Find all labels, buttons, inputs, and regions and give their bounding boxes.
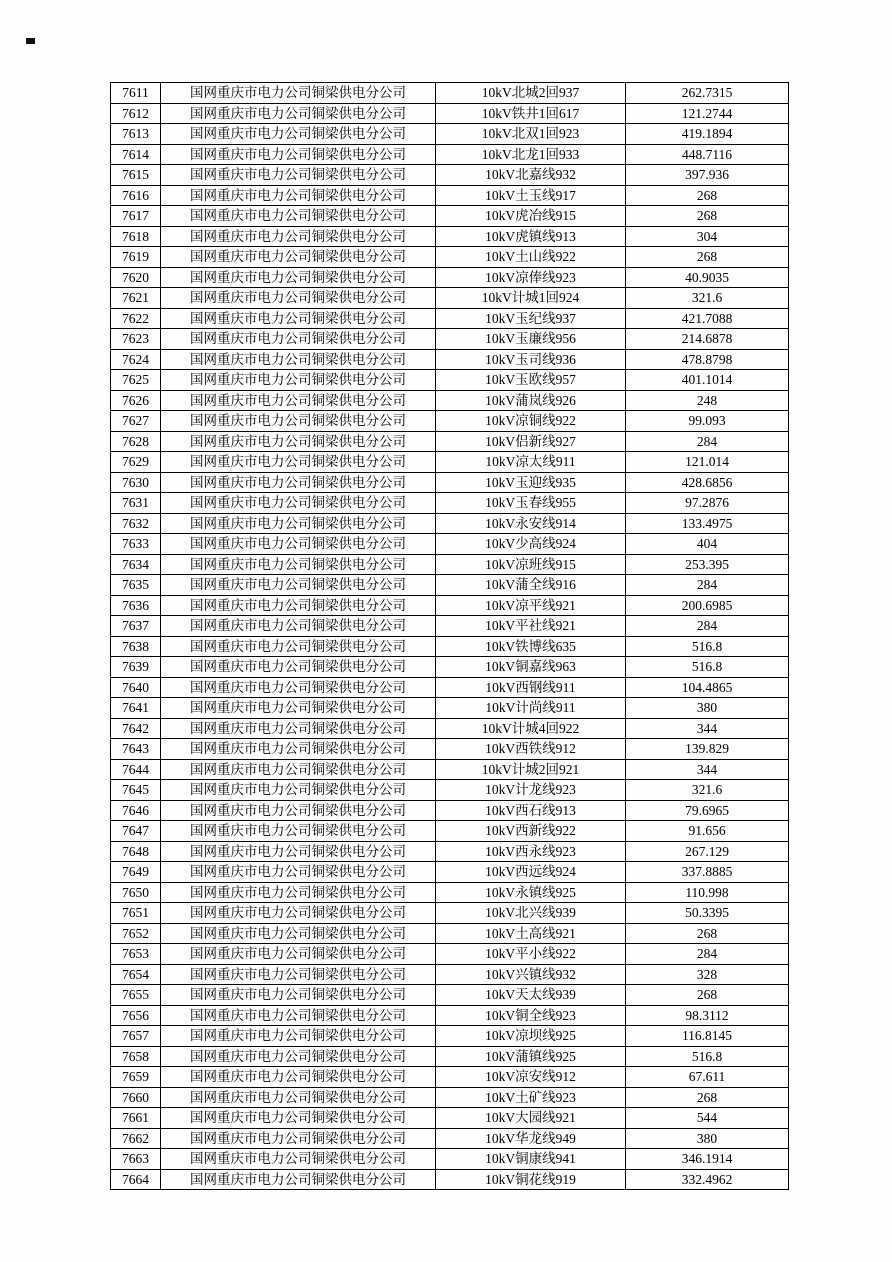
value-cell: 214.6878: [626, 329, 789, 350]
company-cell: 国网重庆市电力公司铜梁供电分公司: [161, 882, 436, 903]
value-cell: 268: [626, 185, 789, 206]
line-name-cell: 10kV玉廉线956: [436, 329, 626, 350]
company-cell: 国网重庆市电力公司铜梁供电分公司: [161, 411, 436, 432]
line-name-cell: 10kV平社线921: [436, 616, 626, 637]
value-cell: 428.6856: [626, 472, 789, 493]
company-cell: 国网重庆市电力公司铜梁供电分公司: [161, 452, 436, 473]
table-row: [111, 411, 789, 432]
row-id-cell: 7664: [111, 1169, 161, 1190]
value-cell: 99.093: [626, 411, 789, 432]
line-name-cell: 10kV北龙1回933: [436, 144, 626, 165]
row-id-cell: 7626: [111, 390, 161, 411]
value-cell: 253.395: [626, 554, 789, 575]
row-id-cell: 7637: [111, 616, 161, 637]
value-cell: 121.014: [626, 452, 789, 473]
line-name-cell: 10kV玉迎线935: [436, 472, 626, 493]
table-row: [111, 657, 789, 678]
company-cell: 国网重庆市电力公司铜梁供电分公司: [161, 370, 436, 391]
line-name-cell: 10kV西钢线911: [436, 677, 626, 698]
table-row: [111, 288, 789, 309]
company-cell: 国网重庆市电力公司铜梁供电分公司: [161, 103, 436, 124]
row-id-cell: 7649: [111, 862, 161, 883]
row-id-cell: 7634: [111, 554, 161, 575]
table-row: [111, 1108, 789, 1129]
row-id-cell: 7624: [111, 349, 161, 370]
line-name-cell: 10kV兴镇线932: [436, 964, 626, 985]
company-cell: 国网重庆市电力公司铜梁供电分公司: [161, 1149, 436, 1170]
row-id-cell: 7659: [111, 1067, 161, 1088]
line-name-cell: 10kV凉俸线923: [436, 267, 626, 288]
table-row: [111, 718, 789, 739]
value-cell: 91.656: [626, 821, 789, 842]
line-name-cell: 10kV北嘉线932: [436, 165, 626, 186]
value-cell: 268: [626, 985, 789, 1006]
company-cell: 国网重庆市电力公司铜梁供电分公司: [161, 903, 436, 924]
row-id-cell: 7629: [111, 452, 161, 473]
line-name-cell: 10kV蒲镇线925: [436, 1046, 626, 1067]
line-name-cell: 10kV土高线921: [436, 923, 626, 944]
company-cell: 国网重庆市电力公司铜梁供电分公司: [161, 944, 436, 965]
value-cell: 50.3395: [626, 903, 789, 924]
table-row: [111, 1046, 789, 1067]
company-cell: 国网重庆市电力公司铜梁供电分公司: [161, 718, 436, 739]
line-name-cell: 10kV凉太线911: [436, 452, 626, 473]
company-cell: 国网重庆市电力公司铜梁供电分公司: [161, 534, 436, 555]
company-cell: 国网重庆市电力公司铜梁供电分公司: [161, 124, 436, 145]
value-cell: 262.7315: [626, 83, 789, 104]
row-id-cell: 7623: [111, 329, 161, 350]
row-id-cell: 7616: [111, 185, 161, 206]
line-name-cell: 10kV西石线913: [436, 800, 626, 821]
company-cell: 国网重庆市电力公司铜梁供电分公司: [161, 739, 436, 760]
company-cell: 国网重庆市电力公司铜梁供电分公司: [161, 985, 436, 1006]
table-row: [111, 206, 789, 227]
line-name-cell: 10kV虎冶线915: [436, 206, 626, 227]
line-name-cell: 10kV北城2回937: [436, 83, 626, 104]
row-id-cell: 7618: [111, 226, 161, 247]
company-cell: 国网重庆市电力公司铜梁供电分公司: [161, 247, 436, 268]
line-name-cell: 10kV西铁线912: [436, 739, 626, 760]
value-cell: 404: [626, 534, 789, 555]
line-name-cell: 10kV计城1回924: [436, 288, 626, 309]
value-cell: 267.129: [626, 841, 789, 862]
row-id-cell: 7625: [111, 370, 161, 391]
value-cell: 321.6: [626, 288, 789, 309]
value-cell: 133.4975: [626, 513, 789, 534]
company-cell: 国网重庆市电力公司铜梁供电分公司: [161, 616, 436, 637]
company-cell: 国网重庆市电力公司铜梁供电分公司: [161, 144, 436, 165]
line-name-cell: 10kV玉司线936: [436, 349, 626, 370]
company-cell: 国网重庆市电力公司铜梁供电分公司: [161, 1046, 436, 1067]
table-row: [111, 636, 789, 657]
company-cell: 国网重庆市电力公司铜梁供电分公司: [161, 83, 436, 104]
company-cell: 国网重庆市电力公司铜梁供电分公司: [161, 677, 436, 698]
company-cell: 国网重庆市电力公司铜梁供电分公司: [161, 1169, 436, 1190]
row-id-cell: 7613: [111, 124, 161, 145]
line-name-cell: 10kV计城4回922: [436, 718, 626, 739]
table-row: [111, 1087, 789, 1108]
company-cell: 国网重庆市电力公司铜梁供电分公司: [161, 554, 436, 575]
row-id-cell: 7611: [111, 83, 161, 104]
company-cell: 国网重庆市电力公司铜梁供电分公司: [161, 923, 436, 944]
row-id-cell: 7645: [111, 780, 161, 801]
value-cell: 268: [626, 247, 789, 268]
value-cell: 380: [626, 698, 789, 719]
power-line-table: [110, 82, 789, 1190]
table-row: [111, 759, 789, 780]
table-row: [111, 431, 789, 452]
row-id-cell: 7655: [111, 985, 161, 1006]
company-cell: 国网重庆市电力公司铜梁供电分公司: [161, 431, 436, 452]
table-row: [111, 103, 789, 124]
row-id-cell: 7617: [111, 206, 161, 227]
company-cell: 国网重庆市电力公司铜梁供电分公司: [161, 472, 436, 493]
row-id-cell: 7639: [111, 657, 161, 678]
company-cell: 国网重庆市电力公司铜梁供电分公司: [161, 1108, 436, 1129]
value-cell: 121.2744: [626, 103, 789, 124]
table-row: [111, 964, 789, 985]
table-row: [111, 821, 789, 842]
value-cell: 516.8: [626, 1046, 789, 1067]
table-row: [111, 575, 789, 596]
company-cell: 国网重庆市电力公司铜梁供电分公司: [161, 349, 436, 370]
company-cell: 国网重庆市电力公司铜梁供电分公司: [161, 308, 436, 329]
line-name-cell: 10kV铜花线919: [436, 1169, 626, 1190]
line-name-cell: 10kV凉平线921: [436, 595, 626, 616]
row-id-cell: 7643: [111, 739, 161, 760]
line-name-cell: 10kV华龙线949: [436, 1128, 626, 1149]
company-cell: 国网重庆市电力公司铜梁供电分公司: [161, 821, 436, 842]
value-cell: 344: [626, 759, 789, 780]
company-cell: 国网重庆市电力公司铜梁供电分公司: [161, 1026, 436, 1047]
value-cell: 284: [626, 431, 789, 452]
value-cell: 284: [626, 944, 789, 965]
table-row: [111, 472, 789, 493]
row-id-cell: 7650: [111, 882, 161, 903]
row-id-cell: 7622: [111, 308, 161, 329]
row-id-cell: 7638: [111, 636, 161, 657]
company-cell: 国网重庆市电力公司铜梁供电分公司: [161, 657, 436, 678]
table-row: [111, 226, 789, 247]
value-cell: 516.8: [626, 657, 789, 678]
value-cell: 337.8885: [626, 862, 789, 883]
line-name-cell: 10kV凉安线912: [436, 1067, 626, 1088]
line-name-cell: 10kV虎镇线913: [436, 226, 626, 247]
row-id-cell: 7636: [111, 595, 161, 616]
table-row: [111, 595, 789, 616]
company-cell: 国网重庆市电力公司铜梁供电分公司: [161, 185, 436, 206]
company-cell: 国网重庆市电力公司铜梁供电分公司: [161, 595, 436, 616]
table-body: [111, 83, 789, 1190]
value-cell: 397.936: [626, 165, 789, 186]
table-row: [111, 923, 789, 944]
company-cell: 国网重庆市电力公司铜梁供电分公司: [161, 800, 436, 821]
value-cell: 332.4962: [626, 1169, 789, 1190]
table-row: [111, 903, 789, 924]
value-cell: 40.9035: [626, 267, 789, 288]
line-name-cell: 10kV北双1回923: [436, 124, 626, 145]
line-name-cell: 10kV铜全线923: [436, 1005, 626, 1026]
line-name-cell: 10kV永安线914: [436, 513, 626, 534]
table-row: [111, 83, 789, 104]
line-name-cell: 10kV玉纪线937: [436, 308, 626, 329]
table-row: [111, 780, 789, 801]
value-cell: 110.998: [626, 882, 789, 903]
row-id-cell: 7632: [111, 513, 161, 534]
line-name-cell: 10kV凉坝线925: [436, 1026, 626, 1047]
row-id-cell: 7660: [111, 1087, 161, 1108]
value-cell: 516.8: [626, 636, 789, 657]
line-name-cell: 10kV大园线921: [436, 1108, 626, 1129]
row-id-cell: 7614: [111, 144, 161, 165]
row-id-cell: 7653: [111, 944, 161, 965]
line-name-cell: 10kV土矿线923: [436, 1087, 626, 1108]
row-id-cell: 7641: [111, 698, 161, 719]
value-cell: 321.6: [626, 780, 789, 801]
line-name-cell: 10kV天太线939: [436, 985, 626, 1006]
company-cell: 国网重庆市电力公司铜梁供电分公司: [161, 165, 436, 186]
value-cell: 200.6985: [626, 595, 789, 616]
row-id-cell: 7631: [111, 493, 161, 514]
value-cell: 116.8145: [626, 1026, 789, 1047]
value-cell: 284: [626, 575, 789, 596]
line-name-cell: 10kV铁博线635: [436, 636, 626, 657]
table-row: [111, 841, 789, 862]
value-cell: 139.829: [626, 739, 789, 760]
table-row: [111, 329, 789, 350]
row-id-cell: 7619: [111, 247, 161, 268]
company-cell: 国网重庆市电力公司铜梁供电分公司: [161, 288, 436, 309]
line-name-cell: 10kV永镇线925: [436, 882, 626, 903]
company-cell: 国网重庆市电力公司铜梁供电分公司: [161, 329, 436, 350]
line-name-cell: 10kV凉铜线922: [436, 411, 626, 432]
row-id-cell: 7633: [111, 534, 161, 555]
line-name-cell: 10kV蒲全线916: [436, 575, 626, 596]
row-id-cell: 7615: [111, 165, 161, 186]
value-cell: 98.3112: [626, 1005, 789, 1026]
value-cell: 328: [626, 964, 789, 985]
table-row: [111, 247, 789, 268]
company-cell: 国网重庆市电力公司铜梁供电分公司: [161, 267, 436, 288]
table-row: [111, 267, 789, 288]
row-id-cell: 7652: [111, 923, 161, 944]
line-name-cell: 10kV西永线923: [436, 841, 626, 862]
row-id-cell: 7640: [111, 677, 161, 698]
table-row: [111, 1026, 789, 1047]
value-cell: 448.7116: [626, 144, 789, 165]
table-row: [111, 677, 789, 698]
table-row: [111, 370, 789, 391]
company-cell: 国网重庆市电力公司铜梁供电分公司: [161, 206, 436, 227]
value-cell: 304: [626, 226, 789, 247]
row-id-cell: 7612: [111, 103, 161, 124]
company-cell: 国网重庆市电力公司铜梁供电分公司: [161, 636, 436, 657]
value-cell: 67.611: [626, 1067, 789, 1088]
table-row: [111, 1149, 789, 1170]
row-id-cell: 7644: [111, 759, 161, 780]
table-row: [111, 308, 789, 329]
row-id-cell: 7642: [111, 718, 161, 739]
line-name-cell: 10kV铁井1回617: [436, 103, 626, 124]
row-id-cell: 7620: [111, 267, 161, 288]
company-cell: 国网重庆市电力公司铜梁供电分公司: [161, 1128, 436, 1149]
company-cell: 国网重庆市电力公司铜梁供电分公司: [161, 226, 436, 247]
table-row: [111, 349, 789, 370]
value-cell: 268: [626, 206, 789, 227]
row-id-cell: 7663: [111, 1149, 161, 1170]
company-cell: 国网重庆市电力公司铜梁供电分公司: [161, 759, 436, 780]
company-cell: 国网重庆市电力公司铜梁供电分公司: [161, 493, 436, 514]
page-corner-mark: [26, 38, 35, 44]
table-row: [111, 616, 789, 637]
table-row: [111, 944, 789, 965]
value-cell: 268: [626, 1087, 789, 1108]
row-id-cell: 7661: [111, 1108, 161, 1129]
company-cell: 国网重庆市电力公司铜梁供电分公司: [161, 1087, 436, 1108]
line-name-cell: 10kV西远线924: [436, 862, 626, 883]
table-row: [111, 1067, 789, 1088]
table-row: [111, 739, 789, 760]
table-row: [111, 493, 789, 514]
line-name-cell: 10kV北兴线939: [436, 903, 626, 924]
value-cell: 346.1914: [626, 1149, 789, 1170]
line-name-cell: 10kV玉欧线957: [436, 370, 626, 391]
line-name-cell: 10kV少高线924: [436, 534, 626, 555]
company-cell: 国网重庆市电力公司铜梁供电分公司: [161, 1005, 436, 1026]
table-row: [111, 185, 789, 206]
value-cell: 344: [626, 718, 789, 739]
value-cell: 284: [626, 616, 789, 637]
row-id-cell: 7647: [111, 821, 161, 842]
line-name-cell: 10kV凉班线915: [436, 554, 626, 575]
value-cell: 421.7088: [626, 308, 789, 329]
table-row: [111, 862, 789, 883]
row-id-cell: 7630: [111, 472, 161, 493]
line-name-cell: 10kV计尚线911: [436, 698, 626, 719]
company-cell: 国网重庆市电力公司铜梁供电分公司: [161, 575, 436, 596]
value-cell: 104.4865: [626, 677, 789, 698]
table-row: [111, 985, 789, 1006]
table-row: [111, 554, 789, 575]
table-row: [111, 698, 789, 719]
row-id-cell: 7657: [111, 1026, 161, 1047]
company-cell: 国网重庆市电力公司铜梁供电分公司: [161, 964, 436, 985]
company-cell: 国网重庆市电力公司铜梁供电分公司: [161, 513, 436, 534]
value-cell: 268: [626, 923, 789, 944]
company-cell: 国网重庆市电力公司铜梁供电分公司: [161, 390, 436, 411]
row-id-cell: 7635: [111, 575, 161, 596]
line-name-cell: 10kV蒲岚线926: [436, 390, 626, 411]
value-cell: 79.6965: [626, 800, 789, 821]
company-cell: 国网重庆市电力公司铜梁供电分公司: [161, 698, 436, 719]
value-cell: 97.2876: [626, 493, 789, 514]
line-name-cell: 10kV玉春线955: [436, 493, 626, 514]
table-row: [111, 124, 789, 145]
row-id-cell: 7662: [111, 1128, 161, 1149]
table-row: [111, 1005, 789, 1026]
line-name-cell: 10kV平小线922: [436, 944, 626, 965]
line-name-cell: 10kV计龙线923: [436, 780, 626, 801]
row-id-cell: 7651: [111, 903, 161, 924]
row-id-cell: 7646: [111, 800, 161, 821]
table-row: [111, 1128, 789, 1149]
table-row: [111, 452, 789, 473]
line-name-cell: 10kV西新线922: [436, 821, 626, 842]
value-cell: 248: [626, 390, 789, 411]
line-name-cell: 10kV铜康线941: [436, 1149, 626, 1170]
table-row: [111, 165, 789, 186]
row-id-cell: 7656: [111, 1005, 161, 1026]
table-row: [111, 534, 789, 555]
company-cell: 国网重庆市电力公司铜梁供电分公司: [161, 841, 436, 862]
line-name-cell: 10kV计城2回921: [436, 759, 626, 780]
table-row: [111, 800, 789, 821]
row-id-cell: 7648: [111, 841, 161, 862]
line-name-cell: 10kV土玉线917: [436, 185, 626, 206]
table-row: [111, 513, 789, 534]
value-cell: 419.1894: [626, 124, 789, 145]
value-cell: 544: [626, 1108, 789, 1129]
company-cell: 国网重庆市电力公司铜梁供电分公司: [161, 1067, 436, 1088]
table-row: [111, 882, 789, 903]
line-name-cell: 10kV铜嘉线963: [436, 657, 626, 678]
value-cell: 380: [626, 1128, 789, 1149]
value-cell: 478.8798: [626, 349, 789, 370]
row-id-cell: 7627: [111, 411, 161, 432]
line-name-cell: 10kV土山线922: [436, 247, 626, 268]
row-id-cell: 7628: [111, 431, 161, 452]
line-name-cell: 10kV侣新线927: [436, 431, 626, 452]
company-cell: 国网重庆市电力公司铜梁供电分公司: [161, 780, 436, 801]
row-id-cell: 7654: [111, 964, 161, 985]
company-cell: 国网重庆市电力公司铜梁供电分公司: [161, 862, 436, 883]
table-row: [111, 1169, 789, 1190]
table-row: [111, 144, 789, 165]
table-row: [111, 390, 789, 411]
row-id-cell: 7621: [111, 288, 161, 309]
row-id-cell: 7658: [111, 1046, 161, 1067]
value-cell: 401.1014: [626, 370, 789, 391]
